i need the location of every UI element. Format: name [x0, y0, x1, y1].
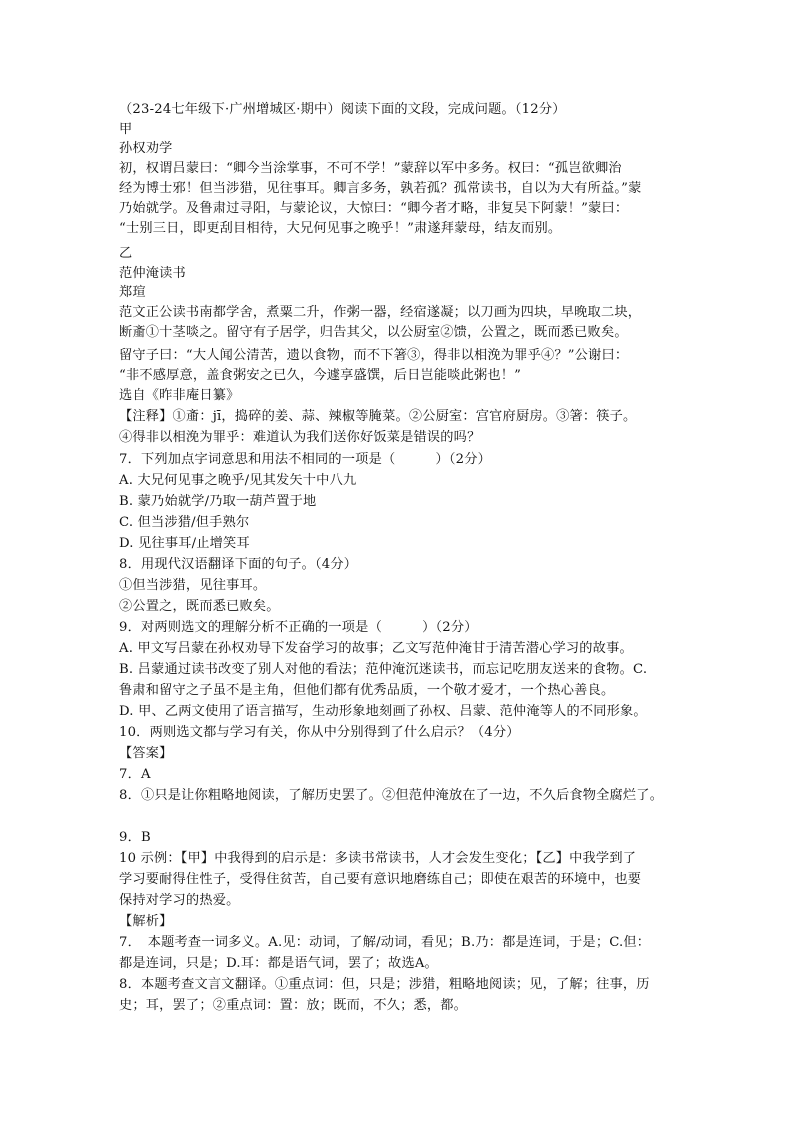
- passage-a-line: 乃始就学。及鲁肃过寻阳，与蒙论议，大惊曰：“卿今者才略，非复吴下阿蒙！”蒙曰：: [119, 201, 629, 216]
- notes-line: ④得非以相浼为罪乎：难道认为我们送你好饭菜是错误的吗？: [119, 430, 481, 445]
- passage-b-line: 留守子曰：“大人闻公清苦，遗以食物，而不下箸③，得非以相浼为罪乎④？”公谢曰：: [119, 348, 629, 363]
- answer-10-line: 10 示例：【甲】中我得到的启示是：多读书常读书，人才会发生变化；【乙】中我学到了: [119, 851, 637, 866]
- q9-stem: 9．对两则选文的理解分析不正确的一项是（ ）（2分）: [119, 620, 478, 635]
- q9-line: B. 吕蒙通过读书改变了别人对他的看法；范仲淹沉迷读书，而忘记吃朋友送来的食物。C.: [119, 662, 648, 677]
- q7-option-a: A. 大兄何见事之晚乎/见其发矢十中八九: [119, 473, 357, 488]
- analysis-heading: 【解析】: [119, 914, 173, 929]
- analysis-line: 都是连词，只是；D.耳：都是语气词，罢了；故选A。: [119, 956, 438, 971]
- analysis-line: 史；耳，罢了；②重点词：置：放；既而，不久；悉，都。: [119, 998, 468, 1013]
- question-header: （23-24七年级下·广州增城区·期中）阅读下面的文段，完成问题。（12分）: [119, 102, 566, 117]
- passage-a-line: “士别三日，即更刮目相待，大兄何见事之晚乎！”肃遂拜蒙母，结友而别。: [119, 221, 562, 236]
- passage-a-line: 初，权谓吕蒙曰：“卿今当涂掌事，不可不学！”蒙辞以军中多务。权曰：“孤岂欲卿治: [119, 161, 622, 176]
- passage-b-author: 郑瑄: [119, 285, 146, 300]
- passage-b-line: 断齑①十茎啖之。留守有子居学，归告其父，以公厨室②馈，公置之，既而悉已败矣。: [119, 325, 628, 340]
- q9-line: 鲁肃和留守之子虽不是主角，但他们都有优秀品质，一个敬才爱才，一个热心善良。: [119, 683, 615, 698]
- passage-b-label: 乙: [119, 246, 133, 261]
- q7-option-b: B. 蒙乃始就学/乃取一葫芦置于地: [119, 494, 317, 509]
- q7-option-d: D. 见往事耳/止增笑耳: [119, 536, 250, 551]
- q10-stem: 10．两则选文都与学习有关，你从中分别得到了什么启示？（4分）: [119, 725, 520, 740]
- answer-10-line: 学习要耐得住性子，受得住贫苦，自己要有意识地磨练自己；即使在艰苦的环境中，也要: [119, 872, 642, 887]
- passage-a-line: 经为博士邪！但当涉猎，见往事耳。卿言多务，孰若孤？孤常读书，自以为大有所益。”蒙: [119, 181, 642, 196]
- answer-heading: 【答案】: [119, 746, 173, 761]
- passage-a-title: 孙权劝学: [119, 141, 173, 156]
- passage-b-title: 范仲淹读书: [119, 266, 186, 281]
- passage-b-line: 范文正公读书南都学舍，煮粟二升，作粥一器，经宿遂凝；以刀画为四块，早晚取二块，: [119, 305, 642, 320]
- q7-stem: 7．下列加点字词意思和用法不相同的一项是（ ）（2分）: [119, 452, 492, 467]
- passage-a-label: 甲: [119, 122, 133, 137]
- q7-option-c: C. 但当涉猎/但手熟尔: [119, 515, 250, 530]
- q8-item: ①但当涉猎，见往事耳。: [119, 578, 267, 593]
- answer-9: 9．B: [119, 830, 151, 845]
- notes-line: 【注释】①齑：jī，捣碎的姜、蒜、辣椒等腌菜。②公厨室：宫官府厨房。③箸：筷子。: [119, 409, 637, 424]
- analysis-line: 8．本题考查文言文翻译。①重点词：但，只是；涉猎，粗略地阅读；见，了解；往事，历: [119, 977, 650, 992]
- answer-10-line: 保持对学习的热爱。: [119, 893, 240, 908]
- q9-line: A. 甲文写吕蒙在孙权劝导下发奋学习的故事；乙文写范仲淹甘于清苦潜心学习的故事。: [119, 641, 633, 656]
- analysis-line: 7． 本题考查一词多义。A.见：动词，了解/动词，看见；B.乃：都是连词，于是；C.但：: [119, 935, 651, 950]
- passage-b-source: 选自《昨非庵日纂》: [119, 388, 240, 403]
- q9-line: D. 甲、乙两文使用了语言描写，生动形象地刻画了孙权、吕蒙、范仲淹等人的不同形象。: [119, 704, 647, 719]
- q8-stem: 8．用现代汉语翻译下面的句子。（4分）: [119, 557, 358, 572]
- answer-8: 8．①只是让你粗略地阅读，了解历史罢了。②但范仲淹放在了一边，不久后食物全腐烂了。: [119, 788, 664, 803]
- q8-item: ②公置之，既而悉已败矣。: [119, 599, 280, 614]
- answer-7: 7．A: [119, 767, 151, 782]
- passage-b-line: “非不感厚意，盖食粥安之已久，今遽享盛馔，后日岂能啖此粥也！”: [119, 368, 522, 383]
